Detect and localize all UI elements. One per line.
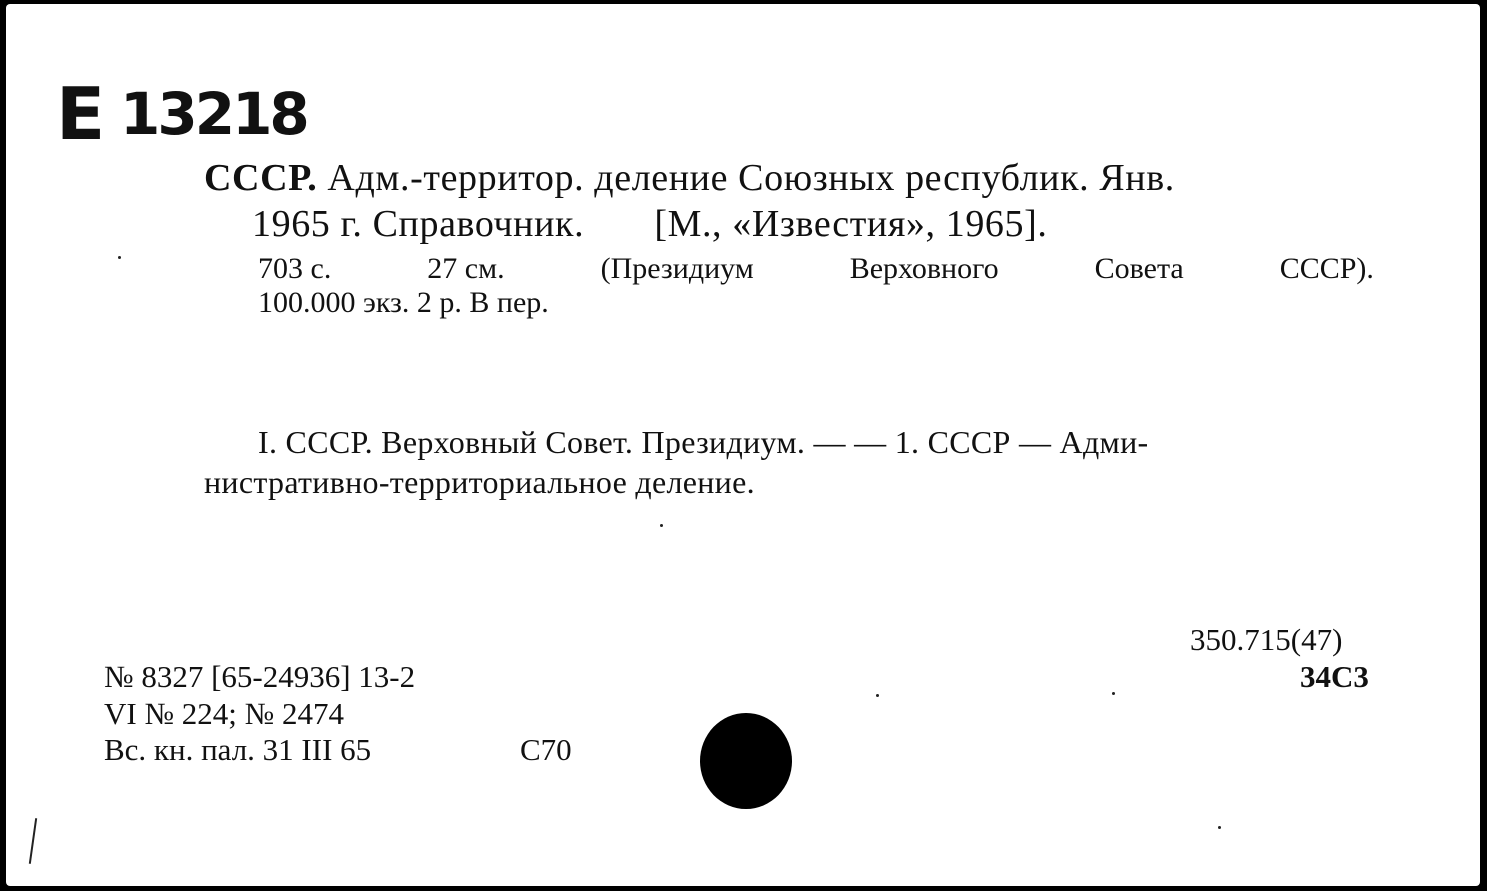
collation-size: 27 см. xyxy=(427,252,505,285)
entry-title-continued: 1965 г. Справочник. xyxy=(252,203,585,245)
speck xyxy=(876,694,879,697)
collation-series-2: Верховного xyxy=(849,252,999,285)
bbk-number: 34С3 xyxy=(1300,659,1369,694)
entry-edition: 100.000 экз. 2 р. В пер. xyxy=(258,286,549,319)
collation-series-1: (Президиум xyxy=(600,252,754,285)
footer-chamber-date: Вс. кн. пал. 31 III 65 xyxy=(104,732,372,767)
entry-heading: СССР. xyxy=(204,157,318,199)
speck xyxy=(1218,826,1221,829)
entry-title-line1 xyxy=(204,156,1175,200)
punch-hole xyxy=(700,713,792,809)
call-number: 13218 xyxy=(120,80,307,148)
entry-collation xyxy=(258,252,1374,286)
footer-code: С70 xyxy=(520,732,572,767)
entry-title: Адм.-территор. деление Союзных республик. Янв. xyxy=(327,157,1175,199)
speck xyxy=(118,256,121,259)
collation-series-3: Совета xyxy=(1094,252,1184,285)
entry-imprint: [М., «Известия», 1965]. xyxy=(654,203,1048,245)
speck xyxy=(660,524,663,527)
udc-number: 350.715(47) xyxy=(1190,622,1343,657)
tracings-line2: нистративно-территориальное деление. xyxy=(204,464,755,500)
footer-reference: VI № 224; № 2474 xyxy=(104,696,344,731)
footer-order-number: № 8327 [65-24936] 13-2 xyxy=(104,659,416,694)
call-number-letter: E xyxy=(56,72,104,156)
entry-title-line2 xyxy=(252,202,1047,246)
collation-series-4: СССР). xyxy=(1279,252,1374,285)
tracings-line1: I. СССР. Верховный Совет. Президиум. — — 1. СССР — Адми- xyxy=(258,424,1149,460)
collation-pages: 703 с. xyxy=(258,252,332,285)
speck xyxy=(1112,692,1115,695)
